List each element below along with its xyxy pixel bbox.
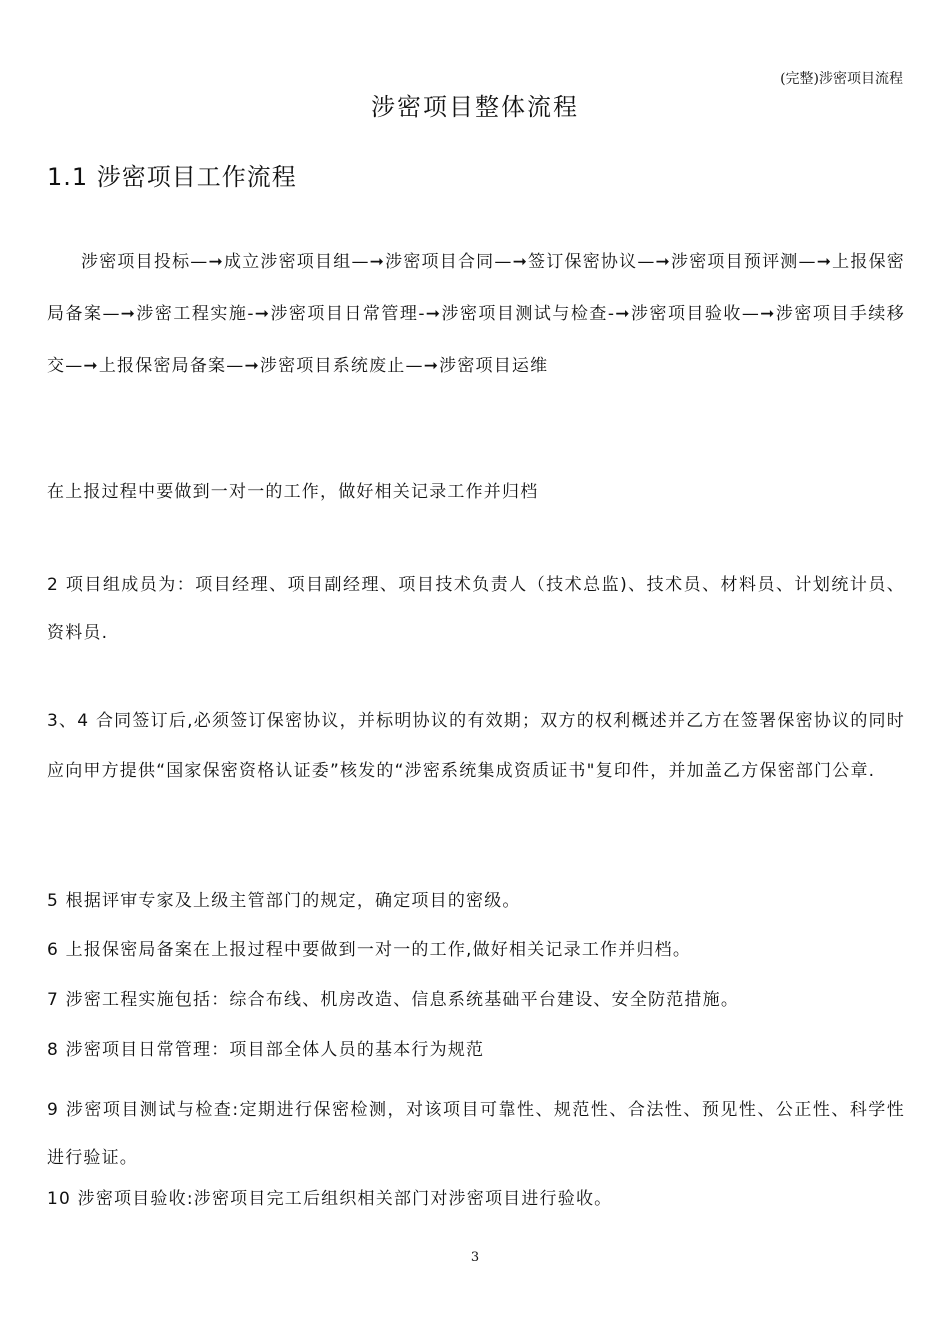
running-header: (完整)涉密项目流程 [780, 71, 903, 87]
workflow-paragraph: 涉密项目投标—➞成立涉密项目组—➞涉密项目合同—➞签订保密协议—➞涉密项目预评测—➞上报保密局备案—➞涉密工程实施-➞涉密项目日常管理-➞涉密项目测试与检查-➞涉密项目验收—➞涉密项目手续移交—➞上报保密局备案—➞涉密项目系统废止—➞涉密项目运维 [47, 252, 905, 376]
section-heading: 1.1 涉密项目工作流程 [47, 163, 297, 191]
list-item-9: 9 涉密项目测试与检查:定期进行保密检测，对该项目可靠性、规范性、合法性、预见性、公正性、科学性进行验证。 [47, 1100, 905, 1168]
page-number: 3 [470, 1250, 480, 1265]
report-paragraph: 在上报过程中要做到一对一的工作，做好相关记录工作并归档 [47, 482, 539, 502]
list-item-6: 6 上报保密局备案在上报过程中要做到一对一的工作,做好相关记录工作并归档。 [47, 940, 692, 960]
document-title: 涉密项目整体流程 [371, 93, 579, 121]
team-members-paragraph: 2 项目组成员为：项目经理、项目副经理、项目技术负责人（技术总监)、技术员、材料员、计划统计员、资料员. [47, 575, 905, 643]
list-item-10: 10 涉密项目验收:涉密项目完工后组织相关部门对涉密项目进行验收。 [47, 1189, 613, 1209]
list-item-5: 5 根据评审专家及上级主管部门的规定，确定项目的密级。 [47, 891, 521, 911]
list-item-8: 8 涉密项目日常管理：项目部全体人员的基本行为规范 [47, 1040, 485, 1060]
contract-paragraph: 3、4 合同签订后,必须签订保密协议，并标明协议的有效期；双方的权利概述并乙方在签署保密协议的同时应向甲方提供“国家保密资格认证委”核发的“涉密系统集成资质证书"复印件，并加盖乙方保密部门公章. [47, 711, 905, 781]
list-item-7: 7 涉密工程实施包括：综合布线、机房改造、信息系统基础平台建设、安全防范措施。 [47, 990, 740, 1010]
